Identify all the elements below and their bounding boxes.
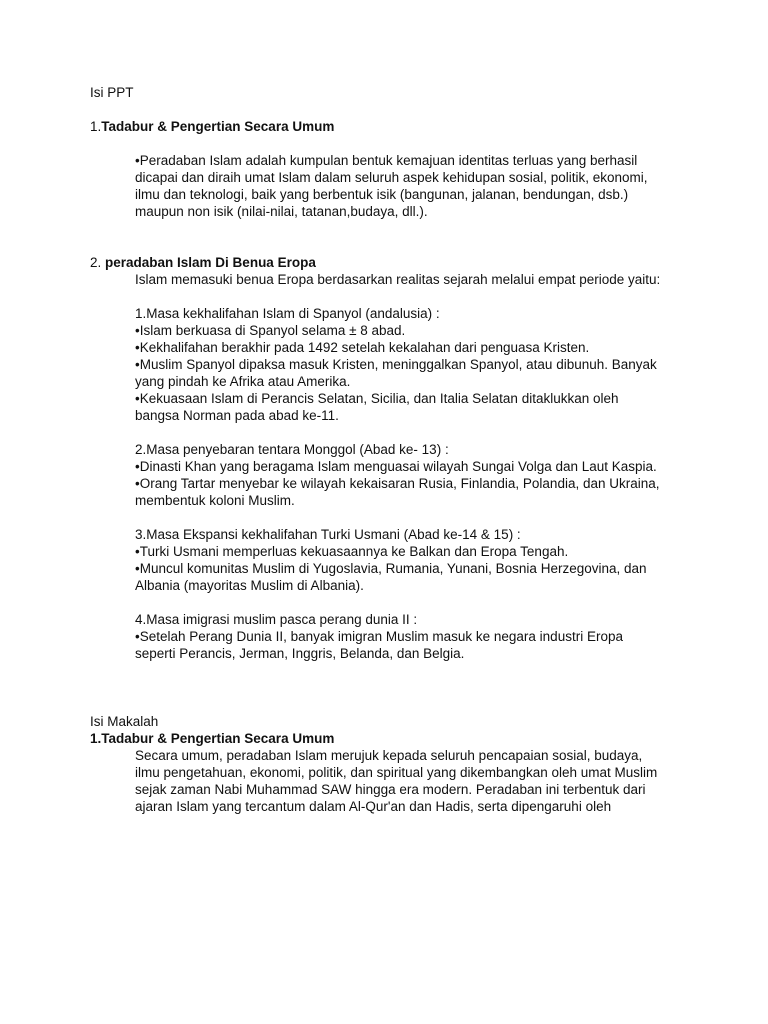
ppt-section2-intro: Islam memasuki benua Eropa berdasarkan realitas sejarah melalui empat periode yaitu: [135, 272, 661, 287]
period-line: membentuk koloni Muslim. [135, 493, 295, 508]
period-line: yang pindah ke Afrika atau Amerika. [135, 374, 351, 389]
ppt-section2-body [90, 271, 698, 662]
period-line: •Dinasti Khan yang beragama Islam menguasai wilayah Sungai Volga dan Laut Kaspia. [135, 459, 657, 474]
paragraph-line: sejak zaman Nabi Muhammad SAW hingga era modern. Peradaban ini terbentuk dari [135, 782, 646, 797]
period-line: •Islam berkuasa di Spanyol selama ± 8 abad. [135, 323, 406, 338]
ppt-section1-paragraph [90, 152, 698, 220]
period-4 [135, 611, 698, 662]
period-line: •Orang Tartar menyebar ke wilayah kekaisaran Rusia, Finlandia, Polandia, dan Ukraina, [135, 476, 660, 491]
period-line: Albania (mayoritas Muslim di Albania). [135, 578, 364, 593]
period-line: •Kekhalifahan berakhir pada 1492 setelah kekalahan dari penguasa Kristen. [135, 340, 590, 355]
paragraph-line: ilmu dan teknologi, baik yang berbentuk isik (bangunan, jalanan, bendungan, dsb.) [135, 187, 629, 202]
ppt-heading: Isi PPT [90, 85, 134, 100]
makalah-section1-title: 1.Tadabur & Pengertian Secara Umum [90, 731, 335, 746]
period-line: 2.Masa penyebaran tentara Monggol (Abad ke- 13) : [135, 442, 449, 457]
period-1 [135, 305, 698, 424]
ppt-section1-title: Tadabur & Pengertian Secara Umum [101, 119, 335, 134]
ppt-section1-number: 1. [90, 119, 102, 134]
period-line: 4.Masa imigrasi muslim pasca perang dunia II : [135, 612, 418, 627]
makalah-heading: Isi Makalah [90, 714, 159, 729]
paragraph-line: ilmu pengetahuan, ekonomi, politik, dan spiritual yang dikembangkan oleh umat Muslim [135, 765, 658, 780]
paragraph-line: ajaran Islam yang tercantum dalam Al-Qur'an dan Hadis, serta dipengaruhi oleh [135, 799, 612, 814]
period-line: seperti Perancis, Jerman, Inggris, Belanda, dan Belgia. [135, 646, 465, 661]
ppt-section2-number: 2. [90, 255, 106, 270]
period-line: •Kekuasaan Islam di Perancis Selatan, Sicilia, dan Italia Selatan ditaklukkan oleh [135, 391, 619, 406]
period-line: 3.Masa Ekspansi kekhalifahan Turki Usmani (Abad ke-14 & 15) : [135, 527, 521, 542]
period-line: 1.Masa kekhalifahan Islam di Spanyol (andalusia) : [135, 306, 440, 321]
period-line: •Muslim Spanyol dipaksa masuk Kristen, meninggalkan Spanyol, atau dibunuh. Banyak [135, 357, 657, 372]
ppt-section1-heading [90, 118, 698, 135]
period-2 [135, 441, 698, 509]
ppt-section2-heading [90, 254, 698, 271]
period-line: •Setelah Perang Dunia II, banyak imigran Muslim masuk ke negara industri Eropa [135, 629, 623, 644]
paragraph-line: •Peradaban Islam adalah kumpulan bentuk kemajuan identitas terluas yang berhasil [135, 153, 638, 168]
period-3 [135, 526, 698, 594]
period-line: bangsa Norman pada abad ke-11. [135, 408, 339, 423]
period-line: •Muncul komunitas Muslim di Yugoslavia, Rumania, Yunani, Bosnia Herzegovina, dan [135, 561, 647, 576]
ppt-section2-title: peradaban Islam Di Benua Eropa [105, 255, 316, 270]
paragraph-line: Secara umum, peradaban Islam merujuk kepada seluruh pencapaian sosial, budaya, [135, 748, 643, 763]
period-line: •Turki Usmani memperluas kekuasaannya ke Balkan dan Eropa Tengah. [135, 544, 569, 559]
paragraph-line: dicapai dan diraih umat Islam dalam seluruh aspek kehidupan sosial, politik, ekonomi, [135, 170, 648, 185]
makalah-section1-paragraph [90, 747, 698, 815]
paragraph-line: maupun non isik (nilai-nilai, tatanan,budaya, dll.). [135, 204, 428, 219]
